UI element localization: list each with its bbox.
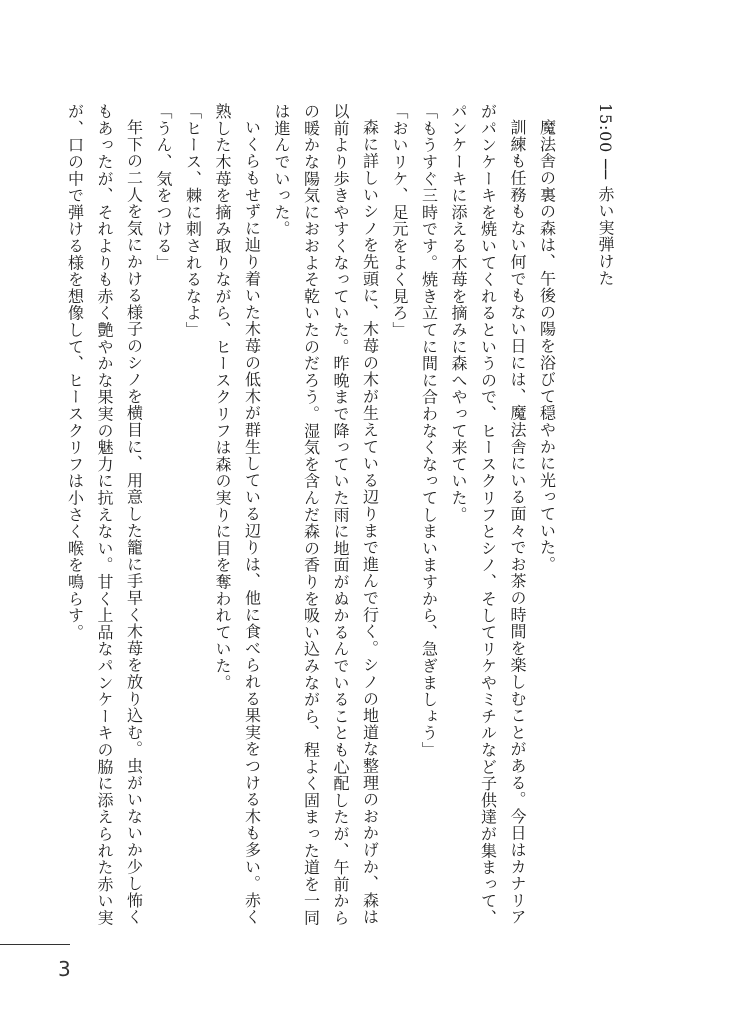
paragraph: 訓練も任務もない何でもない日には、魔法舎にいる面々でお茶の時間を楽しむことがある。今日はカナリアがパンケーキを焼いてくれるというので、ヒースクリフとシノ、そしてリケやミチルなど子供達が集まって、パンケーキに添える木苺を摘みに森へやって来ていた。 bbox=[449, 103, 527, 927]
paragraph: 年下の二人を気にかける様子のシノを横目に、用意した籠に手早く木苺を放り込む。虫がいないか少し怖くもあったが、それよりも赤く艶やかな果実の魅力に抗えない。甘く上品なパンケーキの脇に添えられた赤い実が、口の中で弾ける様を想像して、ヒースクリフは小さく喉を鳴らす。 bbox=[65, 103, 144, 927]
dialogue-line: 「うん、気をつける」 bbox=[154, 103, 173, 271]
dialogue-line: 「おいリケ、足元をよく見ろ」 bbox=[390, 103, 409, 339]
vertical-text-block bbox=[60, 103, 620, 933]
chapter-heading: 15:00 ── 赤い実弾けた bbox=[596, 103, 615, 287]
paragraph: いくらもせずに辿り着いた木苺の低木が群生している辺りは、他に食べられる果実をつける木も多い。赤く熟した木苺を摘み取りながら、ヒースクリフは森の実りに目を奪われていた。 bbox=[213, 103, 262, 926]
dialogue-line: 「もうすぐ三時です。焼き立てに間に合わなくなってしまいますから、急ぎましょう」 bbox=[419, 103, 439, 759]
page-number: 3 bbox=[58, 957, 71, 981]
paragraph: 森に詳しいシノを先頭に、木苺の木が生えている辺りまで進んで行く。シノの地道な整理のおかげか、森は以前より歩きやすくなっていた。昨晩まで降っていた雨に地面がぬかるんでいることも心配したが、午前からの暖かな陽気におおよそ乾いたのだろう。湿気を含んだ森の香りを吸い込みながら、程よく固まった道を一同は進んでいった。 bbox=[272, 103, 380, 927]
dialogue-line: 「ヒース、棘に刺されるなよ」 bbox=[183, 103, 203, 339]
paragraph: 魔法舎の裏の森は、午後の陽を浴びて穏やかに光っていた。 bbox=[537, 119, 557, 573]
footer-rule bbox=[0, 944, 70, 945]
